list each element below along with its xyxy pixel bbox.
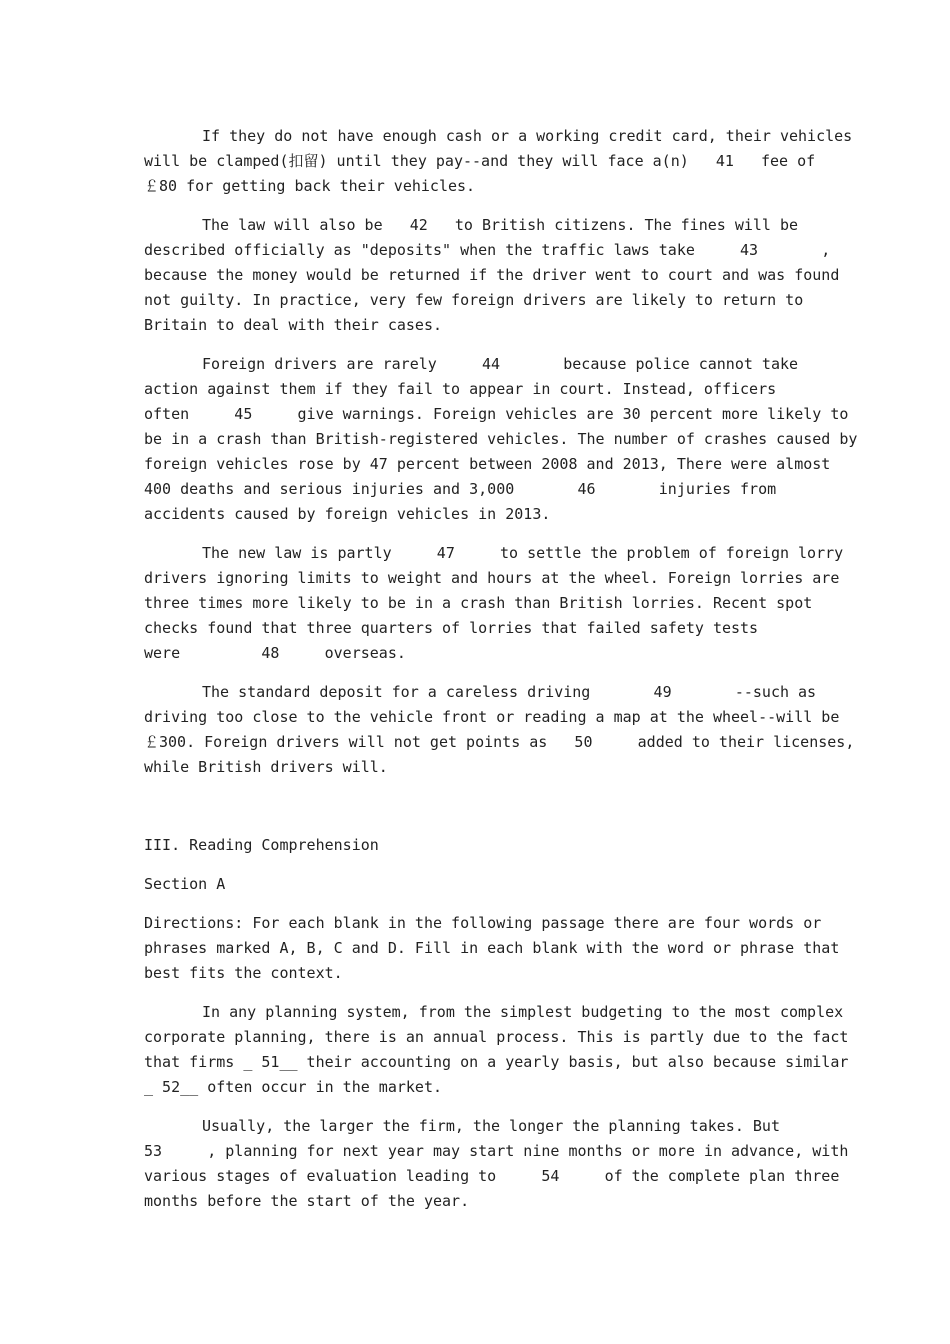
text-line: Usually, the larger the firm, the longer the planning takes. But [202,1117,780,1135]
paragraph-standard-deposit [144,680,855,780]
text-line: months before the start of the year. [144,1192,470,1210]
subsection-title [144,872,808,897]
text-line: described officially as "deposits" when the traffic laws take 43 , [144,241,831,259]
text-line: driving too close to the vehicle front or reading a map at the wheel--will be [144,708,840,726]
text-line: foreign vehicles rose by 47 percent between 2008 and 2013, There were almost [144,455,831,473]
text-line: ￡80 for getting back their vehicles. [144,177,476,195]
directions [144,911,840,986]
text-line: best fits the context. [144,964,343,982]
text-line: 53 , planning for next year may start nine months or more in advance, with [144,1142,849,1160]
text-line: The standard deposit for a careless driving 49 --such as [202,683,817,701]
text-line: be in a crash than British-registered vehicles. The number of crashes caused by [144,430,858,448]
text-line: three times more likely to be in a crash than British lorries. Recent spot [144,594,813,612]
paragraph-lorries [144,541,844,666]
section-title [144,833,808,858]
paragraph-planning-system [144,1000,849,1100]
text-line: Foreign drivers are rarely 44 because police cannot take [202,355,799,373]
paragraph-foreign-drivers [144,352,858,527]
subsection-title-text: Section A [144,875,226,893]
text-line: The new law is partly 47 to settle the problem of foreign lorry [202,544,844,562]
document-page [144,124,858,1228]
text-line: accidents caused by foreign vehicles in 2013. [144,505,551,523]
text-line: because the money would be returned if the driver went to court and was found [144,266,840,284]
text-line: while British drivers will. [144,758,388,776]
text-line: often 45 give warnings. Foreign vehicles are 30 percent more likely to [144,405,849,423]
text-line: _ 52__ often occur in the market. [144,1078,443,1096]
text-line: will be clamped(扣留) until they pay--and they will face a(n) 41 fee of [144,152,816,170]
section-spacer [144,794,808,833]
text-line: 400 deaths and serious injuries and 3,000 46 injuries from [144,480,777,498]
text-line: corporate planning, there is an annual process. This is partly due to the fact [144,1028,849,1046]
text-line: action against them if they fail to appear in court. Instead, officers [144,380,777,398]
text-line: various stages of evaluation leading to 54 of the complete plan three [144,1167,840,1185]
text-line: Britain to deal with their cases. [144,316,443,334]
text-line: If they do not have enough cash or a working credit card, their vehicles [202,127,853,145]
text-line: In any planning system, from the simplest budgeting to the most complex [202,1003,844,1021]
text-line: not guilty. In practice, very few foreign drivers are likely to return to [144,291,804,309]
paragraph-clamping [144,124,853,199]
text-line: The law will also be 42 to British citizens. The fines will be [202,216,799,234]
text-line: were 48 overseas. [144,644,406,662]
text-line: ￡300. Foreign drivers will not get points as 50 added to their licenses, [144,733,855,751]
section-title-text: III. Reading Comprehension [144,836,379,854]
text-line: that firms _ 51__ their accounting on a yearly basis, but also because similar [144,1053,849,1071]
paragraph-larger-firm [144,1114,849,1214]
text-line: checks found that three quarters of lorries that failed safety tests [144,619,759,637]
text-line: drivers ignoring limits to weight and hours at the wheel. Foreign lorries are [144,569,840,587]
text-line: Directions: For each blank in the following passage there are four words or [144,914,822,932]
paragraph-deposits [144,213,840,338]
text-line: phrases marked A, B, C and D. Fill in each blank with the word or phrase that [144,939,840,957]
